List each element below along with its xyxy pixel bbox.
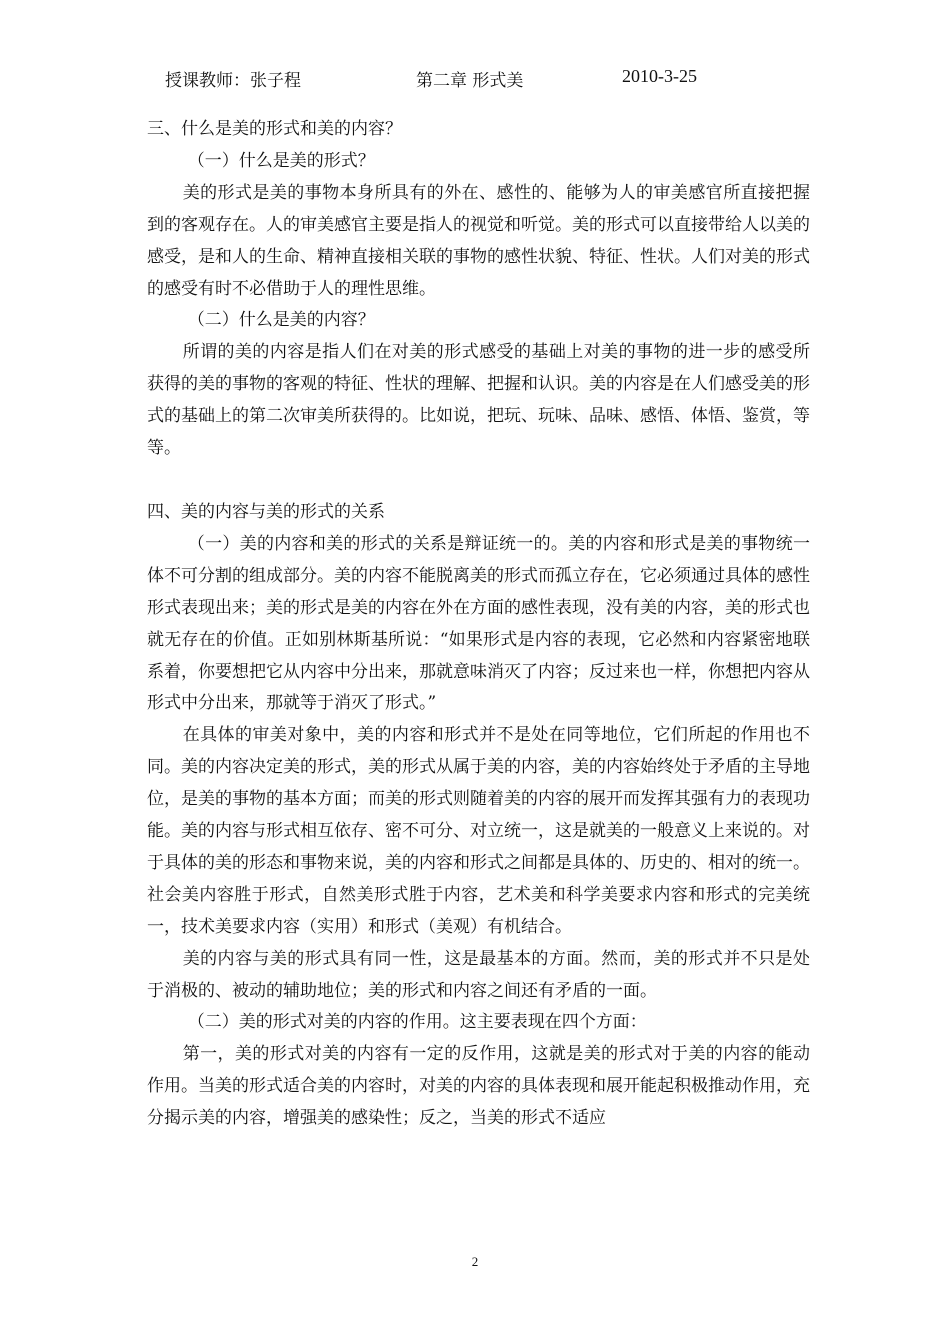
header-teacher: 授课教师：张子程 xyxy=(165,71,301,91)
section-spacer xyxy=(147,465,810,497)
section-3-paragraph-1: 美的形式是美的事物本身所具有的外在、感性的、能够为人的审美感官所直接把握到的客观存在。人的审美感官主要是指人的视觉和听觉。美的形式可以直接带给人以美的感受，是和人的生命、精神直接相关联的事物的感性状貌、特征、性状。人们对美的形式的感受有时不必借助于人的理性思维。 xyxy=(147,182,810,299)
section-3-subheading-2: （二）什么是美的内容？ xyxy=(187,310,375,331)
header-chapter: 第二章 形式美 xyxy=(416,71,524,91)
section-4-paragraph-4: 第一，美的形式对美的内容有一定的反作用，这就是美的形式对于美的内容的能动作用。当美的形式适合美的内容时，对美的内容的具体表现和展开能起积极推动作用，充分揭示美的内容，增强美的感染性；反之，当美的形式不适应 xyxy=(147,1044,810,1129)
section-4-paragraph-1: （一）美的内容和美的形式的关系是辩证统一的。美的内容和形式是美的事物统一体不可分割的组成部分。美的内容不能脱离美的形式而孤立存在，它必须通过具体的感性形式表现出来；美的形式是美的内容在外在方面的感性表现，没有美的内容，美的形式也就无存在的价值。正如别林斯基所说：“如果形式是内容的表现，它必然和内容紧密地联系着，你要想把它从内容中分出来，那就意味消灭了内容；反过来也一样，你想把内容从形式中分出来，那就等于消灭了形式。” xyxy=(147,533,810,714)
section-3-paragraph-2: 所谓的美的内容是指人们在对美的形式感受的基础上对美的事物的进一步的感受所获得的美的事物的客观的特征、性状的理解、把握和认识。美的内容是在人们感受美的形式的基础上的第二次审美所获得的。比如说，把玩、玩味、品味、感悟、体悟、鉴赏，等等。 xyxy=(147,342,810,459)
section-4-paragraph-2: 在具体的审美对象中，美的内容和形式并不是处在同等地位，它们所起的作用也不同。美的内容决定美的形式，美的形式从属于美的内容，美的内容始终处于矛盾的主导地位，是美的事物的基本方面；而美的形式则随着美的内容的展开而发挥其强有力的表现功能。美的内容与形式相互依存、密不可分、对立统一，这是就美的一般意义上来说的。对于具体的美的形态和事物来说，美的内容和形式之间都是具体的、历史的、相对的统一。社会美内容胜于形式，自然美形式胜于内容，艺术美和科学美要求内容和形式的完美统一，技术美要求内容（实用）和形式（美观）有机结合。 xyxy=(147,725,810,937)
header-date: 2010-3-25 xyxy=(622,66,697,86)
section-4-heading: 四、美的内容与美的形式的关系 xyxy=(147,501,385,522)
section-3-heading: 三、什么是美的形式和美的内容？ xyxy=(147,119,402,139)
document-body xyxy=(147,114,810,1135)
section-4-paragraph-3: 美的内容与美的形式具有同一性，这是最基本的方面。然而，美的形式并不只是处于消极的、被动的辅助地位；美的形式和内容之间还有矛盾的一面。 xyxy=(147,948,810,1001)
section-4-subheading-2: （二）美的形式对美的内容的作用。这主要表现在四个方面： xyxy=(187,1012,647,1033)
section-3-subheading-1: （一）什么是美的形式？ xyxy=(187,150,375,171)
page-number: 2 xyxy=(471,1254,479,1269)
